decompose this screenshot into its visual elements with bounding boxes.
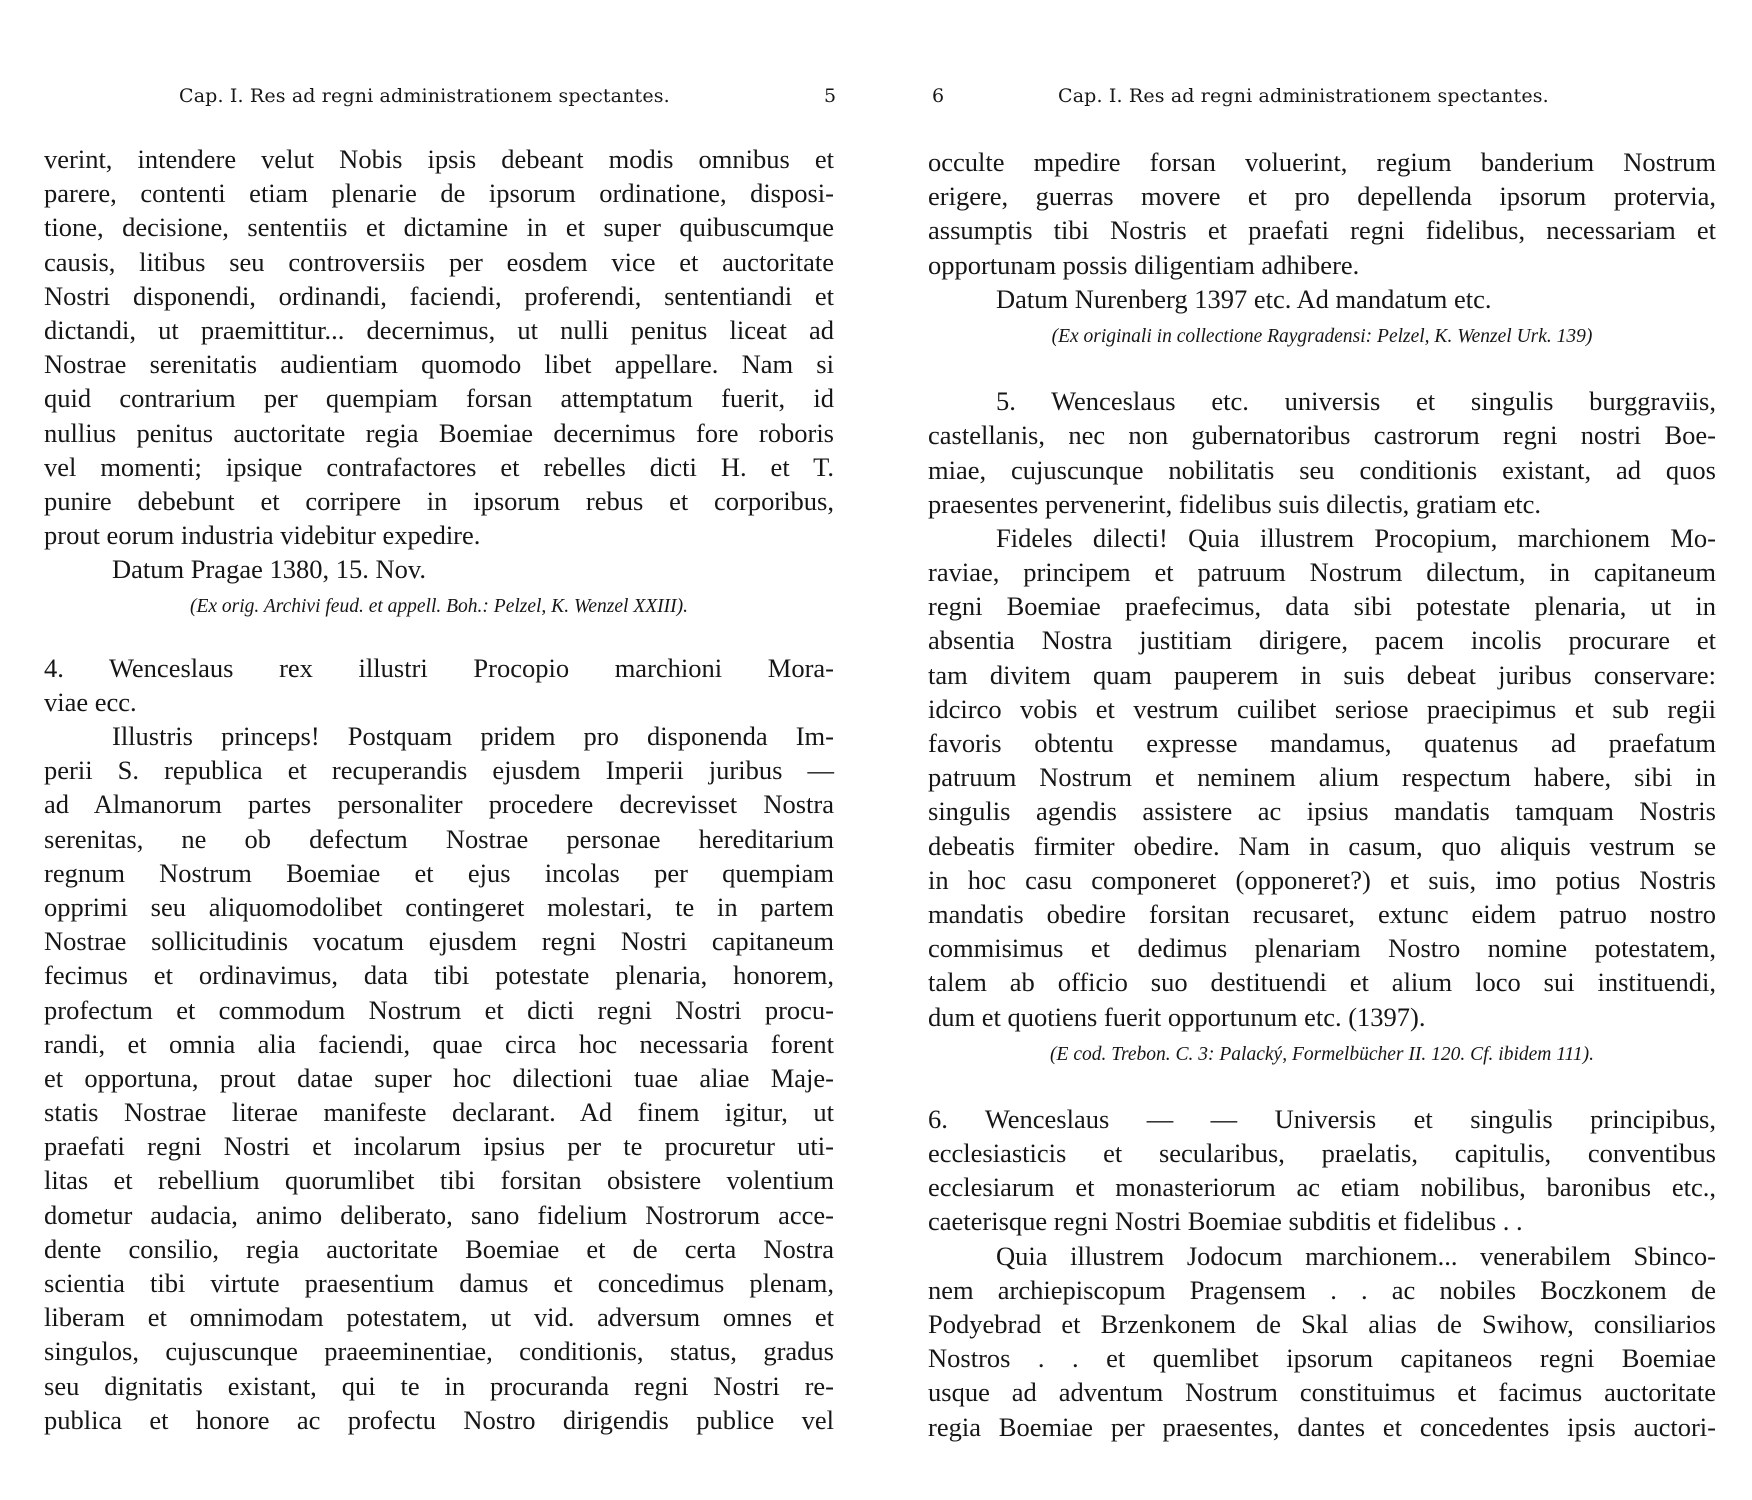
text-line: Nostri disponendi, ordinandi, faciendi, proferendi, sententiandi et — [44, 280, 834, 311]
running-head-title: Cap. I. Res ad regni administrationem spectantes. — [179, 85, 670, 107]
document-heading: caeterisque regni Nostri Boemiae subditis et fidelibus . . — [928, 1206, 1523, 1237]
text-line: seu dignitatis existant, qui te in procuranda regni Nostri re- — [44, 1370, 834, 1401]
text-line: dictandi, ut praemittitur... decernimus, ut nulli penitus liceat ad — [44, 314, 834, 345]
text-line: mandatis obedire forsitan recusaret, extunc eidem patruo nostro — [928, 898, 1716, 929]
text-line: absentia Nostra justitiam dirigere, pacem incolis procurare et — [928, 625, 1716, 656]
text-line: scientia tibi virtute praesentium damus et concedimus plenam, — [44, 1268, 834, 1298]
text-line: tione, decisione, sententiis et dictamine in et super quibuscumque — [44, 212, 834, 243]
source-citation: (Ex orig. Archivi feud. et appell. Boh.: Pelzel, K. Wenzel XXIII). — [189, 596, 689, 618]
text-line: Nostrae sollicitudinis vocatum ejusdem regni Nostri capitaneum — [44, 926, 834, 957]
text-line: et opportuna, prout datae super hoc dilectioni tuae aliae Maje- — [44, 1062, 834, 1093]
text-line: raviae, principem et patruum Nostrum dilectum, in capitaneum — [928, 557, 1716, 588]
left-page — [44, 0, 837, 1500]
source-citation: (E cod. Trebon. C. 3: Palacký, Formelbücher II. 120. Cf. ibidem 111). — [1050, 1043, 1594, 1065]
page-body — [44, 142, 834, 1437]
text-line: fecimus et ordinavimus, data tibi potestate plenaria, honorem, — [44, 960, 834, 991]
text-line: commisimus et dedimus plenariam Nostro nomine potestatem, — [928, 933, 1716, 964]
text-line: dente consilio, regia auctoritate Boemiae et de certa Nostra — [44, 1233, 834, 1264]
running-head — [44, 76, 837, 116]
text-line: Quia illustrem Jodocum marchionem... venerabilem Sbinco- — [996, 1240, 1716, 1271]
text-line: singulos, cujuscunque praeeminentiae, conditionis, status, gradus — [44, 1336, 834, 1367]
text-line: causis, litibus seu controversiis per eosdem vice et auctoritate — [44, 246, 834, 277]
text-line: Podyebrad et Brzenkonem de Skal alias de Swihow, consiliarios — [928, 1309, 1716, 1339]
document-heading: 4. Wenceslaus rex illustri Procopio marchioni Mora- — [44, 652, 834, 683]
text-line: idcirco vobis et vestrum cuilibet seriose praecipimus et sub regii — [928, 693, 1716, 724]
page-number: 5 — [824, 85, 837, 107]
text-line: quid contrarium per quempiam forsan attemptatum fuerit, id — [44, 383, 834, 414]
text-line: regia Boemiae per praesentes, dantes et concedentes ipsis auctori- — [928, 1411, 1716, 1442]
document-heading: praesentes pervenerint, fidelibus suis dilectis, gratiam etc. — [928, 488, 1541, 519]
text-line: singulis agendis assistere ac ipsius mandatis tamquam Nostris — [928, 796, 1716, 827]
text-line: Illustris princeps! Postquam pridem pro disponenda Im- — [112, 721, 834, 751]
text-line: assumptis tibi Nostris et praefati regni fidelibus, necessariam et — [928, 215, 1716, 246]
text-line: talem ab officio suo destituendi et alium loco sui instituendi, — [928, 967, 1716, 998]
text-line: favoris obtentu expresse mandamus, quatenus ad praefatum — [928, 728, 1716, 758]
text-line: ad Almanorum partes personaliter procedere decrevisset Nostra — [44, 789, 834, 820]
document-heading: 5. Wenceslaus etc. universis et singulis burggraviis, — [996, 386, 1716, 417]
running-head — [928, 76, 1716, 116]
text-line: prout eorum industria videbitur expedire. — [44, 520, 481, 551]
text-line: statis Nostrae literae manifeste declarant. Ad finem igitur, ut — [44, 1097, 834, 1128]
text-line: perii S. republica et recuperandis ejusdem Imperii juribus — — [44, 755, 834, 786]
dating-line: Datum Nurenberg 1397 etc. Ad mandatum etc. — [996, 283, 1492, 314]
running-head-title: Cap. I. Res ad regni administrationem spectantes. — [1058, 85, 1549, 107]
text-line: regni Boemiae praefecimus, data sibi potestate plenaria, ut in — [928, 591, 1716, 622]
text-line: debeatis firmiter obedire. Nam in casum, quo aliquis vestrum se — [928, 830, 1716, 861]
text-line: usque ad adventum Nostrum constituimus et facimus auctoritate — [928, 1377, 1716, 1408]
document-heading: miae, cujuscunque nobilitatis seu conditionis existant, ad quos — [928, 454, 1716, 485]
text-line: opportunam possis diligentiam adhibere. — [928, 249, 1360, 280]
text-line: praefati regni Nostri et incolarum ipsius per te procuretur uti- — [44, 1131, 834, 1162]
text-line: liberam et omnimodam potestatem, ut vid. adversum omnes et — [44, 1302, 834, 1333]
text-line: vel momenti; ipsique contrafactores et rebelles dicti H. et T. — [44, 451, 834, 482]
text-line: Nostrae serenitatis audientiam quomodo libet appellare. Nam si — [44, 349, 834, 380]
document-heading: ecclesiasticis et secularibus, praelatis, capitulis, conventibus — [928, 1138, 1716, 1169]
text-line: nullius penitus auctoritate regia Boemiae decernimus fore roboris — [44, 417, 834, 448]
right-page — [928, 0, 1716, 1500]
text-line: nem archiepiscopum Pragensem . . ac nobiles Boczkonem de — [928, 1274, 1716, 1305]
document-heading: castellanis, nec non gubernatoribus castrorum regni nostri Boe- — [928, 420, 1716, 451]
text-line: tam divitem quam pauperem in suis debeat juribus conservare: — [928, 659, 1716, 690]
text-line: parere, contenti etiam plenarie de ipsorum ordinatione, disposi- — [44, 178, 834, 209]
text-line: dum et quotiens fuerit opportunum etc. (1397). — [928, 1001, 1426, 1032]
text-line: punire debebunt et corripere in ipsorum rebus et corporibus, — [44, 485, 834, 516]
text-line: Nostros . . et quemlibet ipsorum capitaneos regni Boemiae — [928, 1343, 1716, 1374]
text-line: regnum Nostrum Boemiae et ejus incolas per quempiam — [44, 857, 834, 888]
text-line: verint, intendere velut Nobis ipsis debeant modis omnibus et — [44, 144, 834, 174]
document-heading: ecclesiarum et monasteriorum ac etiam nobilibus, baronibus etc., — [928, 1172, 1716, 1203]
text-line: opprimi seu aliquomodolibet contingeret molestari, te in partem — [44, 891, 834, 922]
text-line: patruum Nostrum et neminem alium respectum habere, sibi in — [928, 762, 1716, 793]
text-line: erigere, guerras movere et pro depellenda ipsorum protervia, — [928, 181, 1716, 212]
text-line: litas et rebellium quorumlibet tibi forsitan obsistere volentium — [44, 1165, 834, 1196]
text-line: dometur audacia, animo deliberato, sano fidelium Nostrorum acce- — [44, 1199, 834, 1230]
text-line: in hoc casu componeret (opponeret?) et suis, imo potius Nostris — [928, 864, 1716, 895]
text-line: Fideles dilecti! Quia illustrem Procopium, marchionem Mo- — [996, 522, 1716, 553]
text-line: occulte mpedire forsan voluerint, regium banderium Nostrum — [928, 147, 1716, 177]
document-heading: 6. Wenceslaus — — Universis et singulis principibus, — [928, 1103, 1716, 1134]
text-line: profectum et commodum Nostrum et dicti regni Nostri procu- — [44, 994, 834, 1025]
document-heading: viae ecc. — [44, 686, 137, 717]
text-line: publica et honore ac profectu Nostro dirigendis publice vel — [44, 1404, 834, 1435]
source-citation: (Ex originali in collectione Raygradensi: Pelzel, K. Wenzel Urk. 139) — [1051, 325, 1593, 347]
text-line: randi, et omnia alia faciendi, quae circa hoc necessaria forent — [44, 1028, 834, 1059]
dating-line: Datum Pragae 1380, 15. Nov. — [112, 554, 427, 585]
text-line: serenitas, ne ob defectum Nostrae personae hereditarium — [44, 823, 834, 854]
page-body — [928, 145, 1716, 1444]
page-number: 6 — [932, 85, 945, 107]
